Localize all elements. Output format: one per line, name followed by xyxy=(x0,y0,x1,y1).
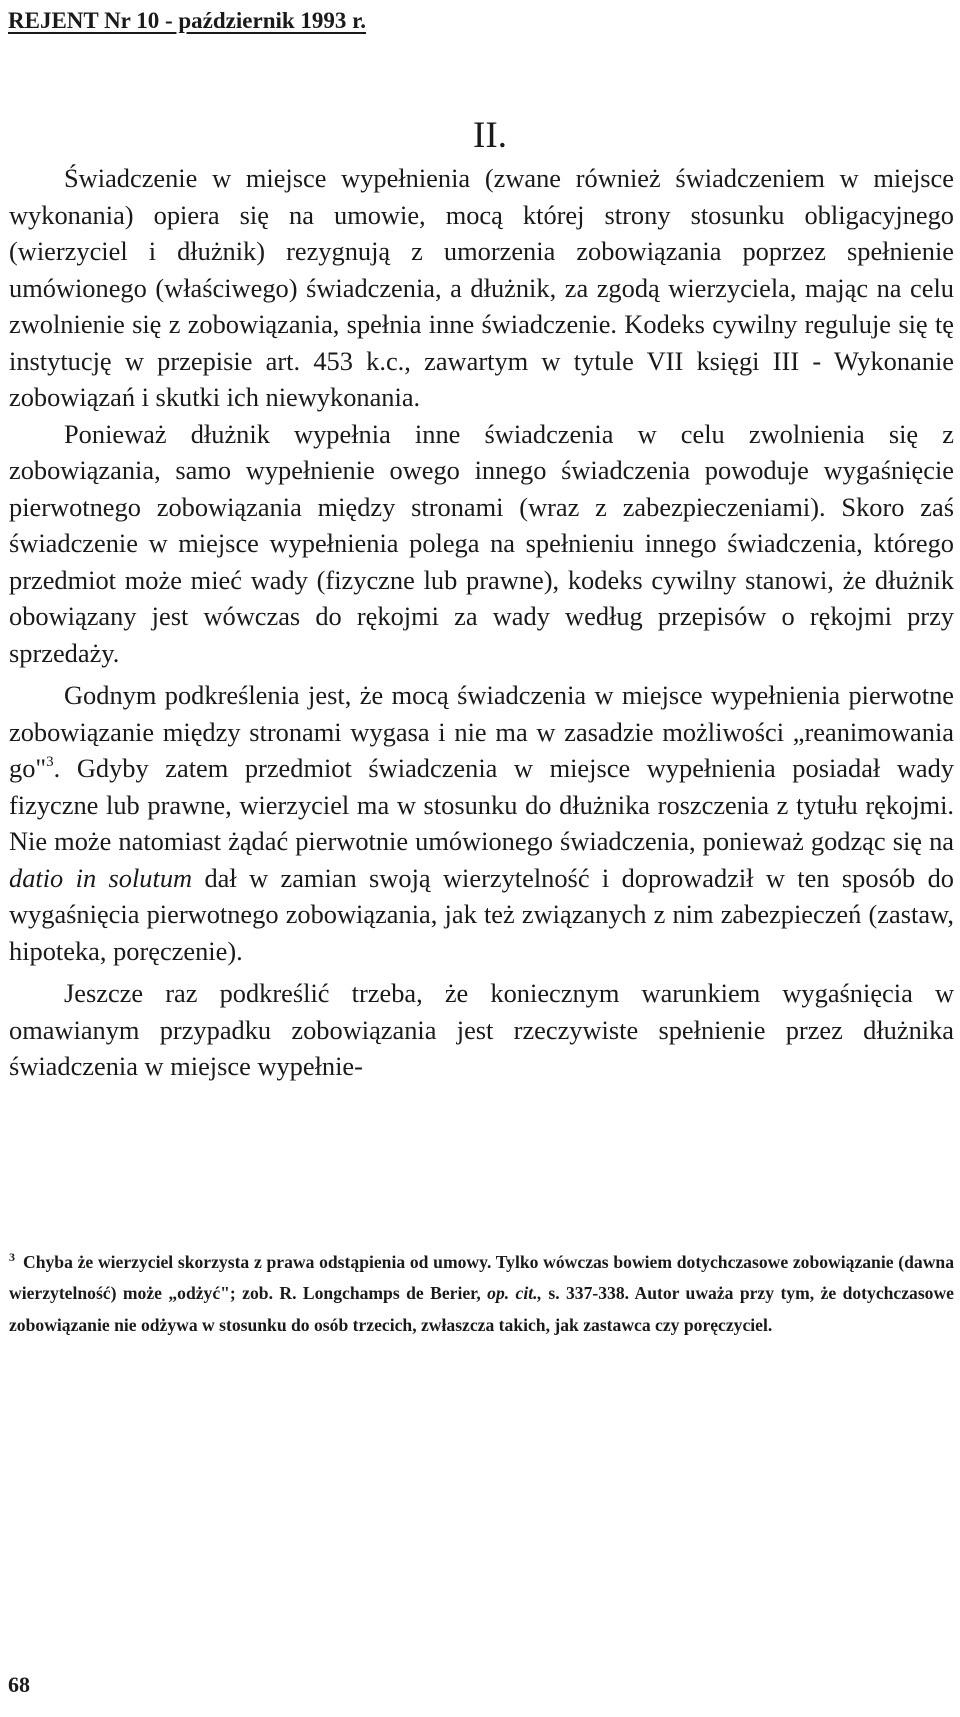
paragraph-3 xyxy=(9,677,954,969)
section-number: II. xyxy=(473,115,507,156)
paragraph-3-part-c: dał w zamian swoją wierzytelność i doprowadził w ten sposób do wygaśnięcia pierwotnego zobowiązania, jak też związanych z nim zabezpieczeń (zastaw, hipoteka, poręczenie). xyxy=(9,862,954,966)
paragraph-2: Ponieważ dłużnik wypełnia inne świadczenia w celu zwolnienia się z zobowiązania, samo wypełnienie owego innego świadczenia powoduje wygaśnięcie pierwotnego zobowiązania między stronami (wraz z zabezpieczeniami). Skoro zaś świadczenie w miejsce wypełnienia polega na spełnieniu innego świadczenia, którego przedmiot może mieć wady (fizyczne lub prawne), kodeks cywilny stanowi, że dłużnik obowiązany jest wówczas do rękojmi za wady według przepisów o rękojmi przy sprzedaży. xyxy=(9,418,954,668)
footnote-text-b: s. 337-338. Autor uważa przy tym, że dotychczasowe zobowiązanie nie odżywa w stosunku do osób trzecich, zwłaszcza takich, jak zastawca czy poręczyciel. xyxy=(9,1283,954,1335)
latin-term: datio in solutum xyxy=(9,862,193,893)
paragraph-1: Świadczenie w miejsce wypełnienia (zwane również świadczeniem w miejsce wykonania) opiera się na umowie, mocą której strony stosunku obligacyjnego (wierzyciel i dłużnik) rezygnują z umorzenia zobowiązania poprzez spełnienie umówionego (właściwego) świadczenia, a dłużnik, za zgodą wierzyciela, mając na celu zwolnienie się z zobowiązania, spełnia inne świadczenie. Kodeks cywilny reguluje się tę instytucję w przepisie art. 453 k.c., zawartym w tytule VII księgi III - Wykonanie zobowiązań i skutki ich niewykonania. xyxy=(9,163,954,412)
page-number: 68 xyxy=(8,1672,30,1697)
footnote-op-cit: op. cit., xyxy=(487,1283,542,1304)
paragraph-3-part-b: . Gdyby zatem przedmiot świadczenia w miejsce wypełnienia posiadał wady fizyczne lub prawne, wierzyciel ma w stosunku do dłużnika roszczenia z tytułu rękojmi. Nie może natomiast żądać pierwotnie umówionego świadczenia, ponieważ godząc się na xyxy=(9,753,954,856)
footnote xyxy=(9,1247,954,1341)
paragraph-4: Jeszcze raz podkreślić trzeba, że koniecznym warunkiem wygaśnięcia w omawianym przypadku zobowiązania jest rzeczywiste spełnienie przez dłużnika świadczenia w miejsce wypełnie- xyxy=(9,978,954,1081)
footnote-text-a: Chyba że wierzyciel skorzysta z prawa odstąpienia od umowy. Tylko wówczas bowiem dotychczasowe zobowiązanie (dawna wierzytelność) może „odżyć"; zob. R. Longchamps de Berier, xyxy=(9,1252,954,1304)
footnote-reference: 3 xyxy=(46,754,54,770)
running-header: REJENT Nr 10 - październik 1993 r. xyxy=(8,8,367,33)
article-body xyxy=(9,160,954,1085)
footnote-mark: 3 xyxy=(9,1250,15,1264)
paragraph-3-part-a: Godnym podkreślenia jest, że mocą świadczenia w miejsce wypełnienia pierwotne zobowiązanie między stronami wygasa i nie ma w zasadzie możliwości „reanimowania go" xyxy=(9,680,954,783)
